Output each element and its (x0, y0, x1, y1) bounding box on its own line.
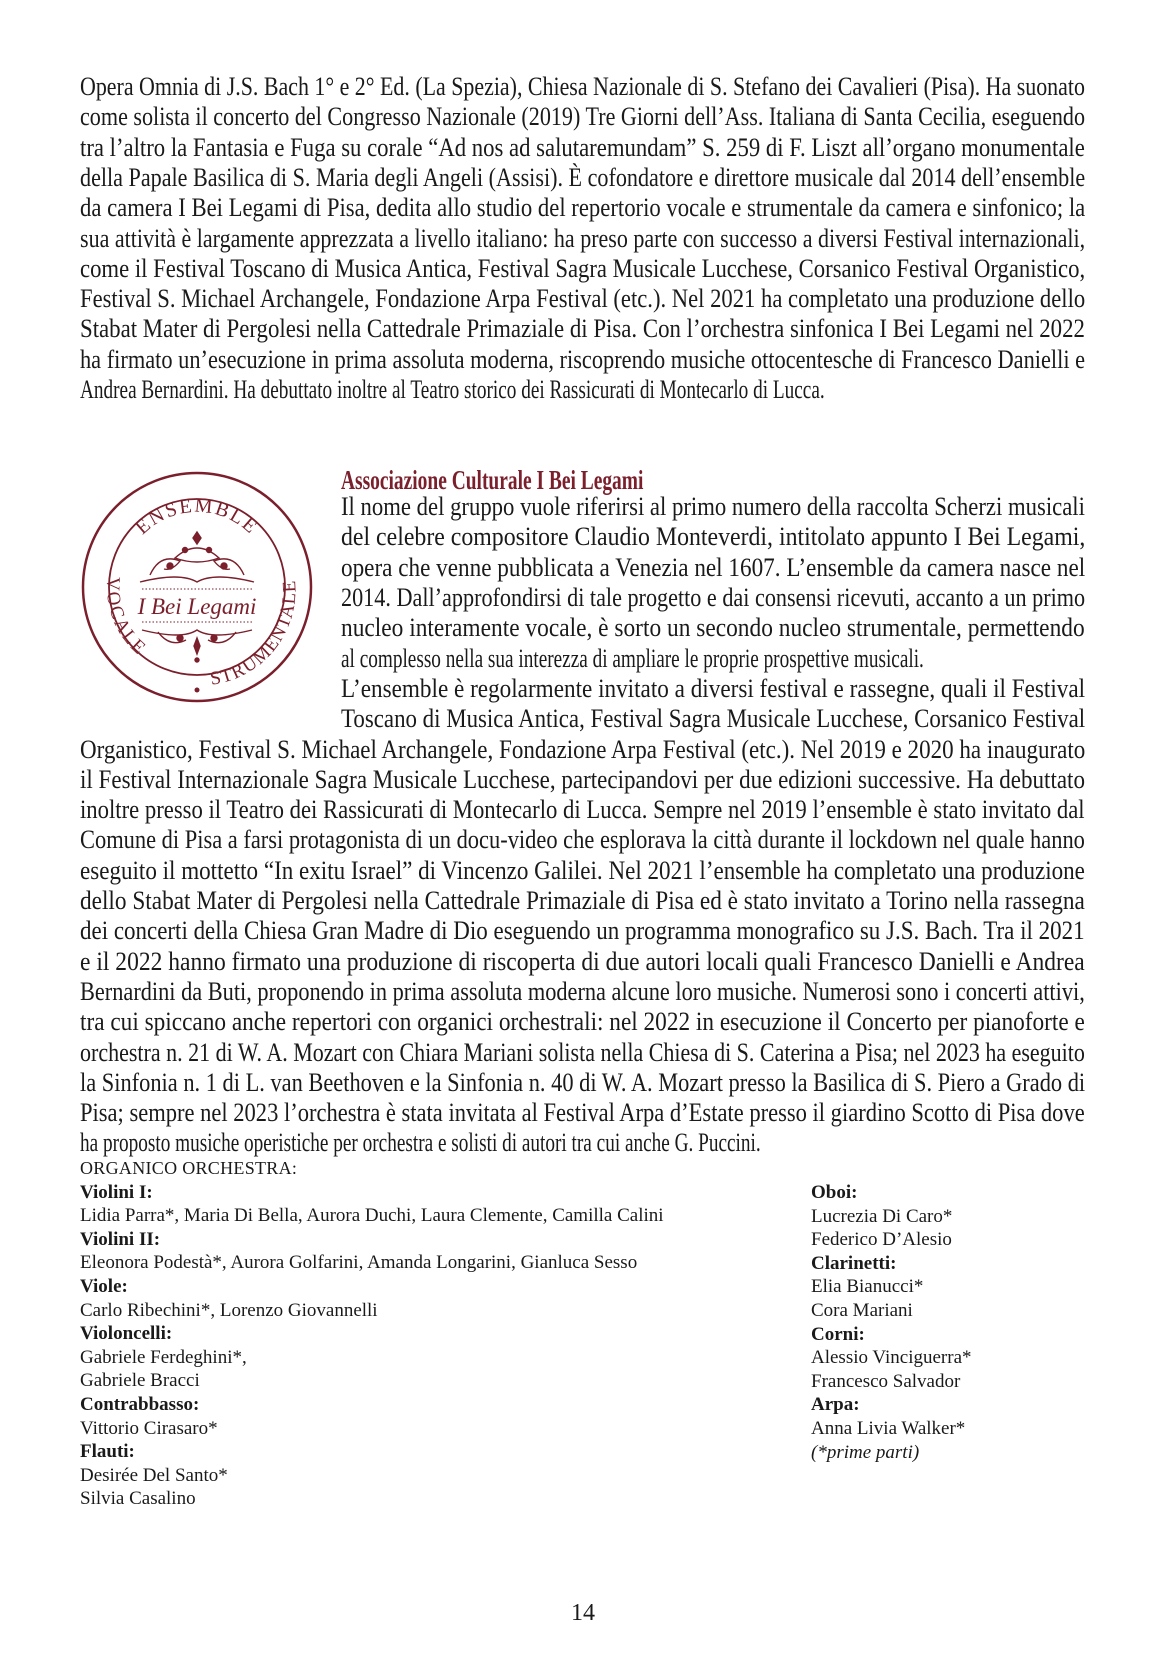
text-line: tra l’altro la Fantasia e Fuga su corale “Ad nos ad salutaremundam” S. 259 di F. Liszt all’organo monumentale (80, 132, 1085, 162)
text-line: sua attività è largamente apprezzata a livello italiano: ha preso parte con successo a diversi Festival internazionali, (80, 223, 1086, 253)
text-line: orchestra n. 21 di W. A. Mozart con Chiara Mariani solista nella Chiesa di S. Caterina a Pisa; nel 2023 ha eseguito (80, 1037, 1085, 1067)
text-line: del celebre compositore Claudio Monteverdi, intitolato appunto I Bei Legami, (341, 522, 1086, 552)
text-line: dello Stabat Mater di Pergolesi nella Cattedrale Primaziale di Pisa ed è stato invitato a Torino nella rassegna (80, 886, 1085, 915)
text-line: nucleo interamente vocale, è sorto un secondo nucleo strumentale, permettendo (341, 613, 1085, 643)
member-name: Anna Livia Walker* (811, 1417, 966, 1439)
text-line: la Sinfonia n. 1 di L. van Beethoven e la Sinfonia n. 40 di W. A. Mozart presso la Basilica di S. Piero a Grado di (80, 1067, 1086, 1097)
text-line: Toscano di Musica Antica, Festival Sagra Musicale Lucchese, Corsanico Festival (341, 704, 1086, 734)
member-name: Lucrezia Di Caro* (811, 1205, 953, 1227)
text-line: e il 2022 hanno firmato una produzione di riscoperta di due autori locali quali Francesco Danielli e Andrea (80, 946, 1085, 976)
association-heading: Associazione Culturale I Bei Legami (341, 465, 644, 495)
text-line: Festival S. Michael Archangele, Fondazione Arpa Festival (etc.). Nel 2021 ha completato una produzione dello (80, 284, 1086, 314)
text-line: come il Festival Toscano di Musica Antica, Festival Sagra Musicale Lucchese, Corsanico Festival Organistico, (80, 253, 1086, 283)
ensemble-logo (80, 470, 314, 704)
member-name: Desirée Del Santo* (80, 1464, 228, 1486)
page-number: 14 (571, 1600, 595, 1626)
orchestra-right-column (811, 1181, 972, 1464)
logo-top-text: ENSEMBLE (131, 494, 263, 539)
member-name: Gabriele Bracci (80, 1370, 200, 1392)
section-label: Clarinetti: (811, 1252, 897, 1274)
member-name: Eleonora Podestà*, Aurora Golfarini, Amanda Longarini, Gianluca Sesso (80, 1252, 638, 1274)
text-line: Stabat Mater di Pergolesi nella Cattedrale Primaziale di Pisa. Con l’orchestra sinfonica I Bei Legami nel 2022 (80, 314, 1085, 344)
text-line: il Festival Internazionale Sagra Musicale Lucchese, partecipandovi per due edizioni successive. Ha debuttato (80, 764, 1085, 794)
logo-center-text: I Bei Legami (137, 594, 257, 619)
text-line: ha firmato un’esecuzione in prima assoluta moderna, riscoprendo musiche ottocentesche di Francesco Danielli e (80, 344, 1086, 374)
text-line: Pisa; sempre nel 2023 l’orchestra è stata invitata al Festival Arpa d’Estate presso il giardino Scotto di Pisa dove (80, 1098, 1085, 1128)
text-line: Comune di Pisa a farsi protagonista di un docu-video che esplorava la città durante il lockdown nel quale hanno (80, 825, 1085, 855)
member-name: Silvia Casalino (80, 1488, 196, 1510)
text-line: Organistico, Festival S. Michael Archangele, Fondazione Arpa Festival (etc.). Nel 2019 e 2020 ha inaugurato (80, 734, 1086, 764)
text-line: al complesso nella sua interezza di ampliare le proprie prospettive musicali. (341, 643, 924, 673)
logo-left-text: VOCALE (101, 576, 151, 660)
member-name: Cora Mariani (811, 1299, 913, 1321)
member-name: Gabriele Ferdeghini*, (80, 1346, 247, 1368)
text-line: ha proposto musiche operistiche per orchestra e solisti di autori tra cui anche G. Puccini. (80, 1128, 761, 1158)
text-line: Bernardini da Buti, proponendo in prima assoluta moderna alcune loro musiche. Numerosi sono i concerti attivi, (80, 976, 1085, 1006)
member-name: Elia Bianucci* (811, 1276, 924, 1298)
section-label: Contrabbasso: (80, 1393, 200, 1415)
logo-ornament-top (140, 532, 254, 582)
text-line: inoltre presso il Teatro dei Rassicurati di Montecarlo di Lucca. Sempre nel 2019 l’ensemble è stato invitato dal (80, 795, 1085, 825)
logo-ornament-bottom (142, 630, 252, 662)
text-line: Andrea Bernardini. Ha debuttato inoltre al Teatro storico dei Rassicurati di Montecarlo di Lucca. (80, 375, 825, 404)
text-line: da camera I Bei Legami di Pisa, dedita allo studio del repertorio vocale e strumentale da camera e sinfonico; la (80, 193, 1086, 223)
member-name: Francesco Salvador (811, 1370, 961, 1392)
section-label: Arpa: (811, 1394, 860, 1416)
text-line: L’ensemble è regolarmente invitato a diversi festival e rassegne, quali il Festival (341, 673, 1086, 703)
text-line: come solista il concerto del Congresso Nazionale (2019) Tre Giorni dell’Ass. Italiana di Santa Cecilia, eseguendo (80, 102, 1086, 132)
section-label: Flauti: (80, 1441, 135, 1463)
member-name: Alessio Vinciguerra* (811, 1347, 972, 1369)
text-line: della Papale Basilica di S. Maria degli Angeli (Assisi). È cofondatore e direttore musicale dal 2014 dell’ensemble (80, 162, 1086, 192)
section-label: Corni: (811, 1323, 865, 1345)
text-line: opera che venne pubblicata a Venezia nel 1607. L’ensemble da camera nasce nel (341, 552, 1086, 582)
section-label: Violini II: (80, 1228, 161, 1250)
text-line: eseguito il mottetto “In exitu Israel” di Vincenzo Galilei. Nel 2021 l’ensemble ha completato una produzione (80, 855, 1085, 885)
section-label: Viole: (80, 1275, 128, 1297)
member-name: Federico D’Alesio (811, 1229, 952, 1251)
logo-right-text: STRUMENTALE (208, 579, 301, 690)
section-label: Oboi: (811, 1182, 858, 1203)
text-line: Opera Omnia di J.S. Bach 1° e 2° Ed. (La Spezia), Chiesa Nazionale di S. Stefano dei Cavalieri (Pisa). Ha suonato (80, 72, 1085, 101)
section-label: Violini I: (80, 1181, 153, 1203)
logo-dot (195, 688, 200, 693)
text-line: tra cui spiccano anche repertori con organici orchestrali: nel 2022 in esecuzione il Concerto per pianoforte e (80, 1007, 1085, 1037)
text-line: dei concerti della Chiesa Gran Madre di Dio eseguendo un programma monografico su J.S. Bach. Tra il 2021 (80, 916, 1085, 946)
member-name: Carlo Ribechini*, Lorenzo Giovannelli (80, 1299, 378, 1321)
orchestra-title: ORGANICO ORCHESTRA: (80, 1158, 298, 1178)
text-line: Il nome del gruppo vuole riferirsi al primo numero della raccolta Scherzi musicali (341, 492, 1085, 521)
section-label: Violoncelli: (80, 1323, 173, 1345)
member-name: Vittorio Cirasaro* (80, 1417, 218, 1439)
orchestra-left-column (80, 1157, 664, 1511)
principal-note: (*prime parti) (811, 1441, 920, 1463)
text-line: 2014. Dall’approfondirsi di tale progetto e dai consensi ricevuti, accanto a un primo (341, 582, 1086, 612)
member-name: Lidia Parra*, Maria Di Bella, Aurora Duchi, Laura Clemente, Camilla Calini (80, 1205, 664, 1227)
